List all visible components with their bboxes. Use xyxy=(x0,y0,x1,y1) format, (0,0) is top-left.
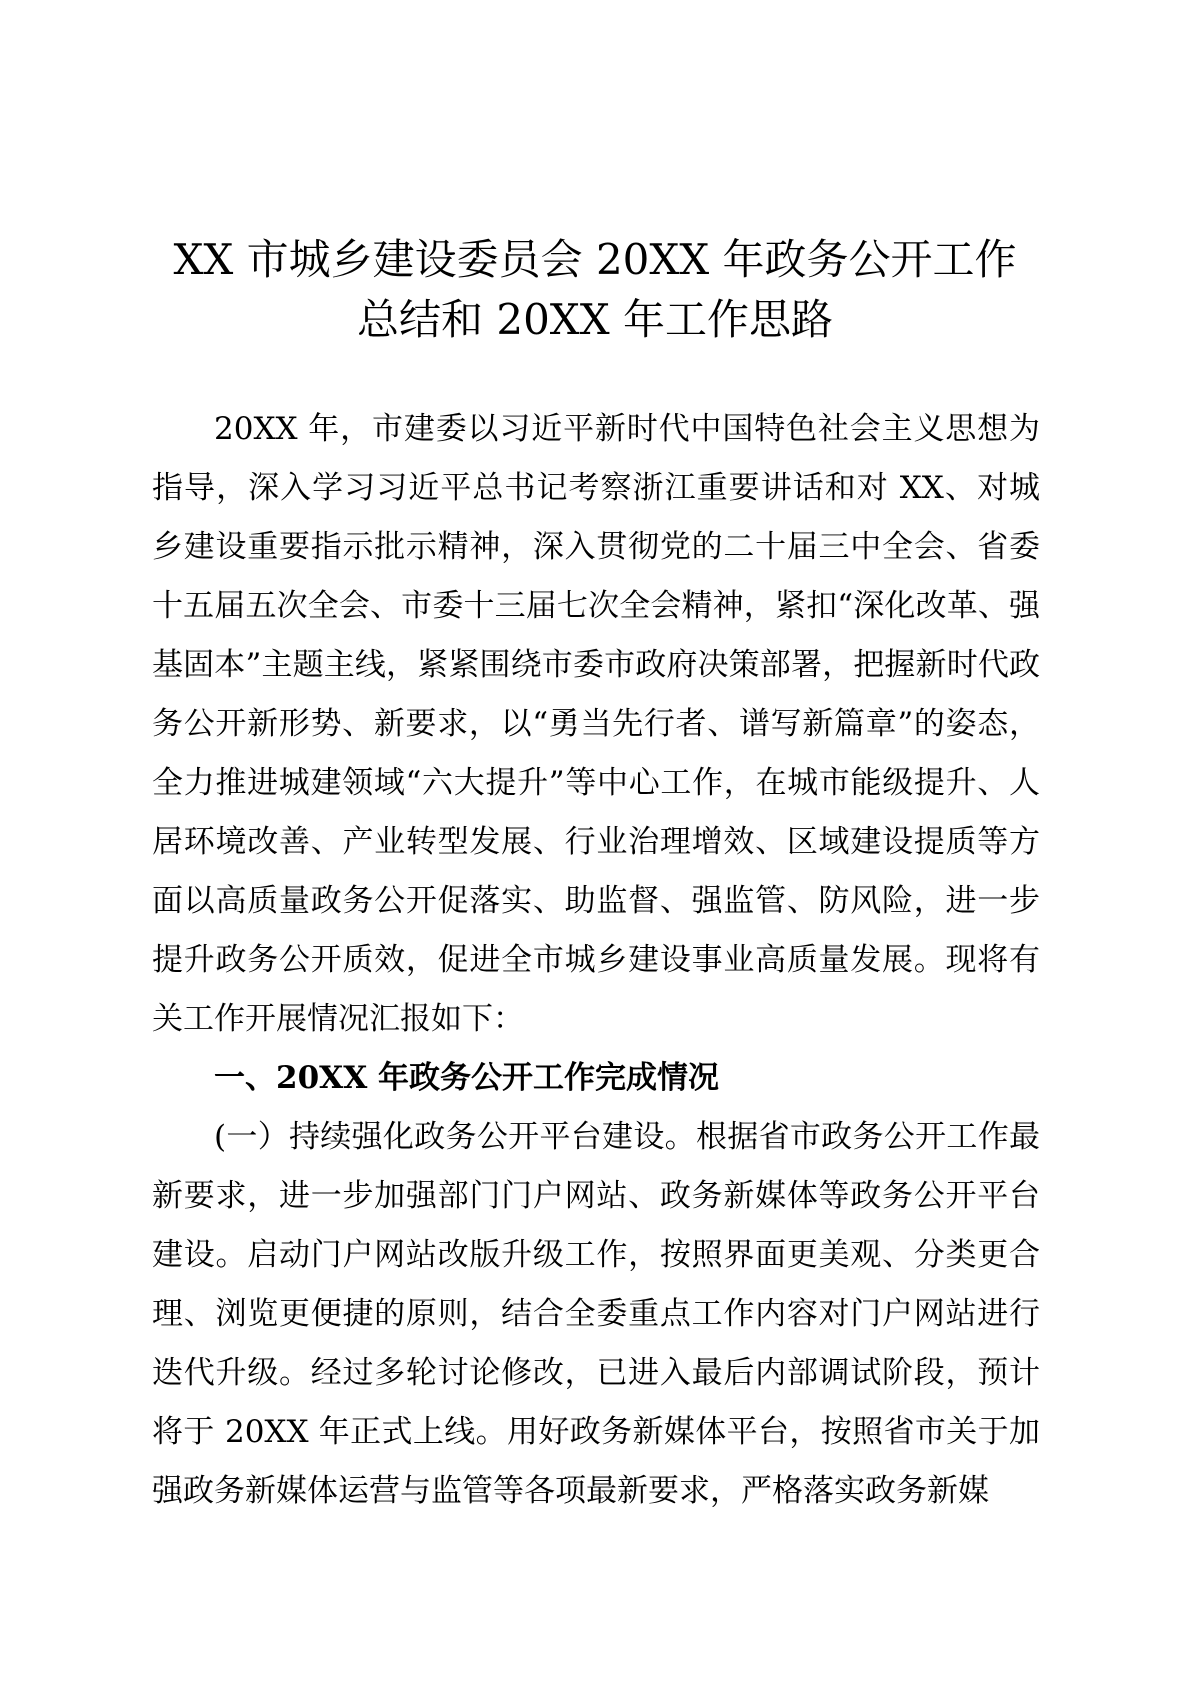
title-line-1: XX 市城乡建设委员会 20XX 年政务公开工作 xyxy=(173,235,1017,284)
document-title xyxy=(120,230,1070,350)
section-1-paragraph-1: (一）持续强化政务公开平台建设。根据省市政务公开工作最新要求，进一步加强部门门户网站、政务新媒体等政务公开平台建设。启动门户网站改版升级工作，按照界面更美观、分类更合理、浏览更便捷的原则，结合全委重点工作内容对门户网站进行迭代升级。经过多轮讨论修改，已进入最后内部调试阶段，预计将于 20XX 年正式上线。用好政务新媒体平台，按照省市关于加强政务新媒体运营与监管等各项最新要求，严格落实政务新媒 xyxy=(152,1119,1040,1509)
document-body xyxy=(152,400,1040,1521)
section-heading-1: 一、20XX 年政务公开工作完成情况 xyxy=(214,1060,720,1096)
title-line-2: 总结和 20XX 年工作思路 xyxy=(357,295,833,344)
intro-paragraph: 20XX 年，市建委以习近平新时代中国特色社会主义思想为指导，深入学习习近平总书记考察浙江重要讲话和对 XX、对城乡建设重要指示批示精神，深入贯彻党的二十届三中全会、省委十五届五次全会、市委十三届七次全会精神，紧扣“深化改革、强基固本”主题主线，紧紧围绕市委市政府决策部署，把握新时代政务公开新形势、新要求，以“勇当先行者、谱写新篇章”的姿态，全力推进城建领域“六大提升”等中心工作，在城市能级提升、人居环境改善、产业转型发展、行业治理增效、区域建设提质等方面以高质量政务公开促落实、助监督、强监管、防风险，进一步提升政务公开质效，促进全市城乡建设事业高质量发展。现将有关工作开展情况汇报如下： xyxy=(152,411,1040,1037)
